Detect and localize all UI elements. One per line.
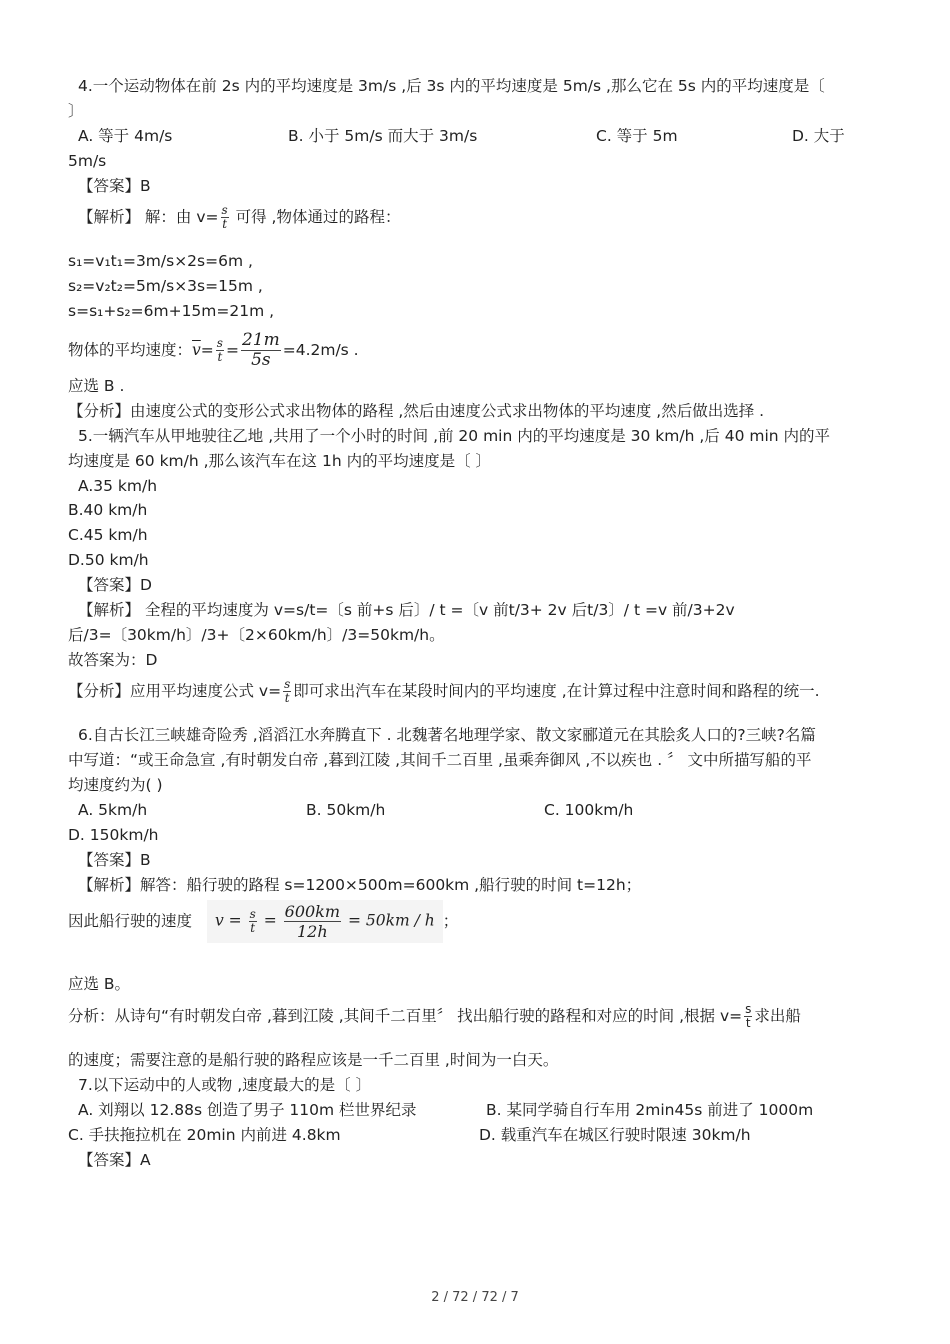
q4-option-d-continued: 5m/s xyxy=(68,152,107,170)
q4-explanation-suffix: 可得 ,物体通过的路程： xyxy=(235,208,401,226)
q4-choice: 应选 B . xyxy=(68,377,125,395)
q5-option-d: D.50 km/h xyxy=(68,551,149,569)
q4-average-result: =4.2m/s . xyxy=(282,341,359,359)
q4-option-b: B. 小于 5m/s 而大于 3m/s xyxy=(288,127,478,145)
v-bar-symbol: $\overline{v}$ xyxy=(192,341,201,359)
q5-conclusion: 故答案为：D xyxy=(68,651,158,669)
q7-option-b: B. 某同学骑自行车用 2min45s 前进了 1000m xyxy=(486,1101,814,1119)
q4-explanation xyxy=(78,204,400,231)
q4-calc-line-2: s₂=v₂t₂=5m/s×3s=15m , xyxy=(68,277,263,295)
q6-option-b: B. 50km/h xyxy=(306,801,386,819)
q5-option-a: A.35 km/h xyxy=(78,477,158,495)
s-over-t-fraction: $\frac{s}{t}$ xyxy=(216,336,223,364)
q4-explanation-prefix: 【解析】 解：由 v= xyxy=(78,208,219,226)
velocity-fraction: $\frac{s}{t}$ xyxy=(221,203,228,231)
q6-choice: 应选 B。 xyxy=(68,975,131,993)
q4-option-d: D. 大于 xyxy=(792,127,845,145)
q6-explanation: 【解析】解答：船行驶的路程 s=1200×500m=600km ,船行驶的时间 t=12h； xyxy=(78,876,642,894)
q6-analysis-prefix: 分析：从诗句“有时朝发白帝 ,暮到江陵 ,其间千二百里〞 找出船行驶的路程和对应的时间 ,根据 v= xyxy=(68,1007,743,1025)
q4-average-prefix: 物体的平均速度： xyxy=(68,341,193,359)
q4-stem-line-2: 〕 xyxy=(68,102,84,120)
q7-option-a: A. 刘翔以 12.88s 创造了男子 110m 栏世界纪录 xyxy=(78,1101,417,1119)
q5-option-c: C.45 km/h xyxy=(68,526,148,544)
q4-stem-line-1: 4.一个运动物体在前 2s 内的平均速度是 3m/s ,后 3s 内的平均速度是 5m/s ,那么它在 5s 内的平均速度是〔 xyxy=(78,77,825,95)
q4-option-c: C. 等于 5m xyxy=(596,127,678,145)
q5-analysis-prefix: 【分析】应用平均速度公式 v= xyxy=(68,682,282,700)
q6-speed-line xyxy=(68,900,458,943)
q6-option-a: A. 5km/h xyxy=(78,801,148,819)
q5-explanation-line-2: 后/3=〔30km/h〕/3+〔2×60km/h〕/3=50km/h。 xyxy=(68,626,445,644)
q6-analysis-suffix: 求出船 xyxy=(754,1007,801,1025)
q6-stem-line-3: 均速度约为( ) xyxy=(68,776,163,794)
q5-stem-line-2: 均速度是 60 km/h ,那么该汽车在这 1h 内的平均速度是〔 〕 xyxy=(68,452,492,470)
q5-stem-line-1: 5.一辆汽车从甲地驶往乙地 ,共用了一个小时的时间 ,前 20 min 内的平均速度是 30 km/h ,后 40 min 内的平 xyxy=(78,427,831,445)
distance-over-time-fraction: $\frac{21m}{5s}$ xyxy=(241,330,280,370)
q4-analysis: 【分析】由速度公式的变形公式求出物体的路程 ,然后由速度公式求出物体的平均速度 ,然后做出选择 . xyxy=(68,402,765,420)
q7-answer: 【答案】A xyxy=(78,1151,151,1169)
velocity-fraction: $\frac{s}{t}$ xyxy=(745,1002,752,1030)
q5-explanation-line-1: 【解析】 全程的平均速度为 v=s/t=〔s 前+s 后〕/ t =〔v 前t/3+ 2v 后t/3〕/ t =v 前/3+2v xyxy=(78,601,735,619)
page-footer: 2 / 72 / 72 / 7 xyxy=(431,1290,519,1305)
q5-option-b: B.40 km/h xyxy=(68,501,148,519)
q5-answer: 【答案】D xyxy=(78,576,152,594)
q4-answer: 【答案】B xyxy=(78,177,151,195)
q7-option-d: D. 载重汽车在城区行驶时限速 30km/h xyxy=(479,1126,751,1144)
q6-stem-line-2: 中写道：“或王命急宣 ,有时朝发白帝 ,暮到江陵 ,其间千二百里 ,虽乘奔御风 ,不以疾也 . 〞 文中所描写船的平 xyxy=(68,751,812,769)
q4-option-a: A. 等于 4m/s xyxy=(78,127,173,145)
velocity-fraction: $\frac{s}{t}$ xyxy=(284,677,291,705)
q6-option-c: C. 100km/h xyxy=(544,801,634,819)
q7-stem: 7.以下运动中的人或物 ,速度最大的是〔 〕 xyxy=(78,1076,372,1094)
q6-speed-formula: v = $\frac{s}{t}$ = $\frac{600km}{12h}$ = 50km / h xyxy=(207,900,443,943)
q6-option-d: D. 150km/h xyxy=(68,826,159,844)
q6-answer: 【答案】B xyxy=(78,851,151,869)
q5-analysis-suffix: 即可求出汽车在某段时间内的平均速度 ,在计算过程中注意时间和路程的统一. xyxy=(293,682,820,700)
q5-analysis xyxy=(68,678,820,705)
q4-calc-line-3: s=s₁+s₂=6m+15m=21m , xyxy=(68,302,275,320)
q6-stem-line-1: 6.自古长江三峡雄奇险秀 ,滔滔江水奔腾直下 . 北魏著名地理学家、散文家郦道元在其脍炙人口的?三峡?名篇 xyxy=(78,726,816,744)
q7-option-c: C. 手扶拖拉机在 20min 内前进 4.8km xyxy=(68,1126,341,1144)
q6-analysis-line-1 xyxy=(68,1003,801,1030)
q6-speed-prefix: 因此船行驶的速度 xyxy=(68,912,193,930)
q6-speed-suffix: ； xyxy=(442,912,459,930)
q4-calc-line-1: s₁=v₁t₁=3m/s×2s=6m , xyxy=(68,252,253,270)
q6-analysis-line-2: 的速度；需要注意的是船行驶的路程应该是一千二百里 ,时间为一白天。 xyxy=(68,1051,559,1069)
q4-average-speed: 物体的平均速度：$\overline{v}=$ $\frac{s}{t}$ = $\frac{21m}{5s}$ =4.2m/s . xyxy=(68,330,359,370)
